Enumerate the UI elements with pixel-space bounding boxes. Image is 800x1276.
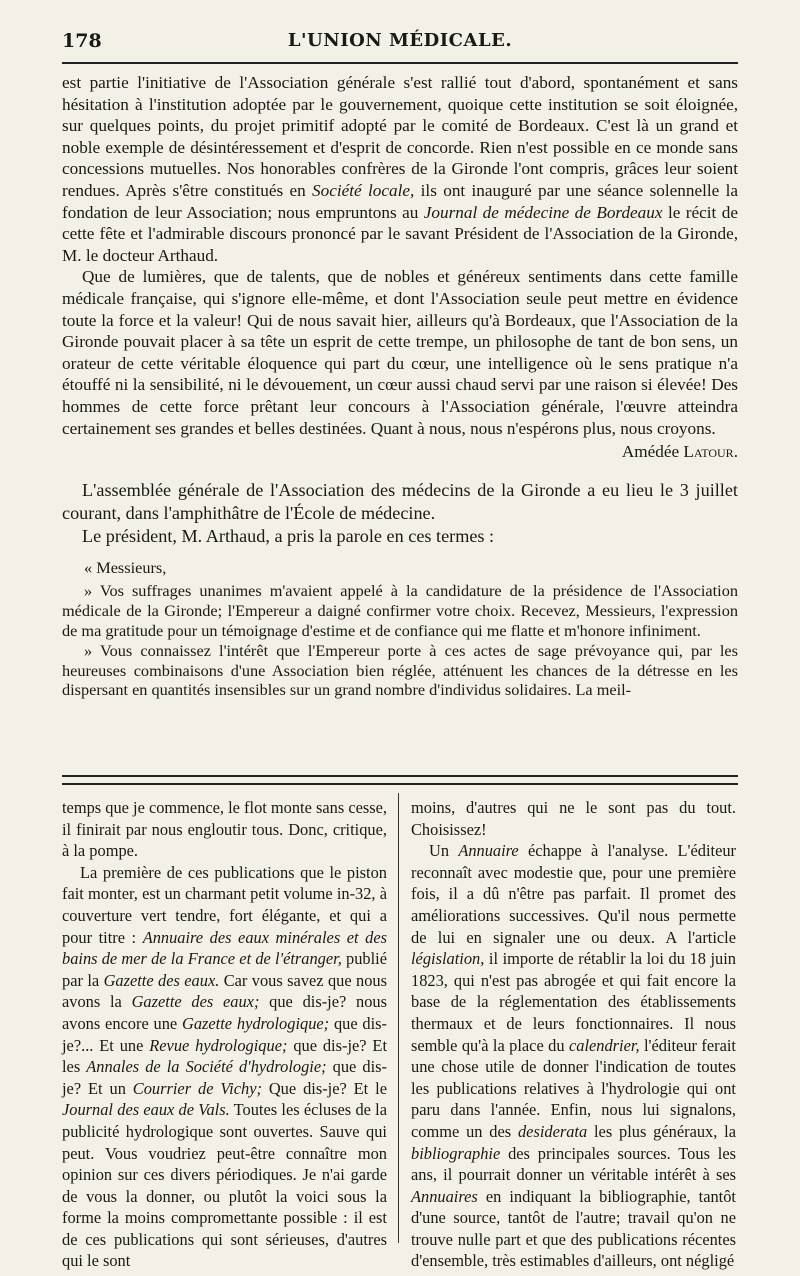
main-article: [62, 72, 738, 700]
page-number: 178: [62, 30, 102, 52]
column-divider: [398, 793, 399, 1243]
speech-paragraph: » Vos suffrages unanimes m'avaient appelé à la candidature de la présidence de l'Association médicale de la Gironde; l'Empereur a daigné confirmer votre choix. Recevez, Messieurs, l'expression de ma gratitude pour un témoignage d'estime et de confiance qui me flatte et m'honore infiniment.: [62, 581, 738, 641]
president-speech: [62, 558, 738, 701]
header-rule: [62, 62, 738, 64]
feuilleton-paragraph: La première de ces publications que le piston fait monter, est un charmant petit volume in-32, à couverture vert tendre, fort élégante, et qui a pour titre : Annuaire des eaux minérales et des bains de mer de la France et de l'étranger, publié par la Gazette des eaux. Car vous savez que nous avons la Gazette des eaux; que dis-je? nous avons encore une Gazette hydrologique; que dis-je?... Et une Revue hydrologique; que dis-je? Et les Annales de la Société d'hydrologie; que dis-je? Et un Courrier de Vichy; Que dis-je? Et le Journal des eaux de Vals. Toutes les écluses de la publicité hydrologique sont ouvertes. Sauve qui peut. Vous voudriez peut-être connaître mon opinion sur ces divers périodiques. Je n'ai garde de vous la donner, ou plutôt la voici sous la forme la moins compromettante possible : il est de ces publications qui sont sérieuses, d'autres qui le sont: [62, 862, 388, 1271]
assembly-paragraph: L'assemblée générale de l'Association des médecins de la Gironde a eu lieu le 3 juillet courant, dans l'amphithâtre de l'École de médecine.: [62, 479, 738, 523]
article-paragraph: Que de lumières, que de talents, que de nobles et généreux sentiments dans cette famille médicale française, qui s'ignore elle-même, et dont l'Association seule peut mettre en évidence toute la force et la valeur! Qui de nous savait hier, ailleurs qu'à Bordeaux, que l'Association de la Gironde pouvait placer à sa tête un esprit de cette trempe, un philosophe de tant de bon sens, un orateur de cette véritable éloquence qui part du cœur, une intelligence où le sens pratique n'a étouffé ni la sensibilité, ni le dévouement, un cœur aussi chaud servi par une raison si élevée! Des hommes de cette force prêtant leur concours à l'Association générale, l'œuvre atteindra certainement ses grandes et belles destinées. Quant à nous, nous n'espérons plus, nous croyons.: [62, 267, 738, 438]
article-paragraph: est partie l'initiative de l'Association générale s'est rallié tout d'abord, spontanément et sans hésitation à l'institution adoptée par le gouvernement, quoique cette institution se soit éloignée, sur quelques points, du projet primitif adopté par le comité de Bordeaux. C'est là un grand et noble exemple de désintéressement et d'esprit de concorde. Rien n'est possible en ce monde sans concessions mutuelles. Nos honorables confrères de la Gironde l'ont compris, grâces leur soient rendues. Après s'être constitués en Société locale, ils ont inauguré par une séance solennelle la fondation de leur Association; nous empruntons au Journal de médecine de Bordeaux le récit de cette fête et l'admirable discours prononcé par le savant Président de l'Association de la Gironde, M. le docteur Arthaud.: [62, 73, 738, 265]
feuilleton-paragraph: moins, d'autres qui ne le sont pas du tout. Choisissez!: [411, 798, 736, 839]
running-title: L'UNION MÉDICALE.: [287, 30, 513, 51]
feuilleton-paragraph: Un Annuaire échappe à l'analyse. L'éditeur reconnaît avec modestie que, pour une première fois, il a dû n'être pas parfait. Il promet des améliorations successives. Qu'il nous permette de lui en signaler une ou deux. A l'article législation, il importe de rétablir la loi du 18 juin 1823, qui n'est pas abrogée et qui fait encore la base de la réglementation des établissements thermaux et de leurs fonctionnaires. Il nous semble qu'à la place du calendrier, l'éditeur ferait une chose utile de donner l'indication de toutes les publications relatives à l'hydrologie qui ont paru dans l'année. Enfin, nous lui signalons, comme un des desiderata les plus généraux, la bibliographie des principales sources. Tous les ans, il pourrait donner un véritable intérêt à ses Annuaires en indiquant la bibliographie, tantôt d'une source, tantôt de l'autre; travail qu'on ne trouve nulle part et que des publications récentes d'ensemble, très estimables d'ailleurs, ont négligé: [411, 841, 736, 1271]
feuilleton-right-column: [411, 797, 736, 1272]
assembly-paragraph: Le président, M. Arthaud, a pris la parole en ces termes :: [82, 525, 495, 546]
feuilleton-left-column: [62, 797, 387, 1272]
feuilleton-paragraph: temps que je commence, le flot monte sans cesse, il finirait par nous engloutir tous. Donc, critique, à la pompe.: [62, 798, 387, 861]
author-signature: Amédée Latour.: [621, 442, 738, 462]
assembly-report: [62, 479, 738, 548]
speech-salutation: « Messieurs,: [84, 557, 167, 577]
speech-paragraph: » Vous connaissez l'intérêt que l'Empereur porte à ces actes de sage prévoyance qui, par les heureuses combinaisons d'une Association bien réglée, atténuent les chances de la détresse en les dispersant en quantités insensibles sur un grand nombre d'individus solidaires. La meil-: [62, 640, 738, 700]
feuilleton-separator: [62, 775, 738, 785]
page-header: [62, 26, 738, 58]
